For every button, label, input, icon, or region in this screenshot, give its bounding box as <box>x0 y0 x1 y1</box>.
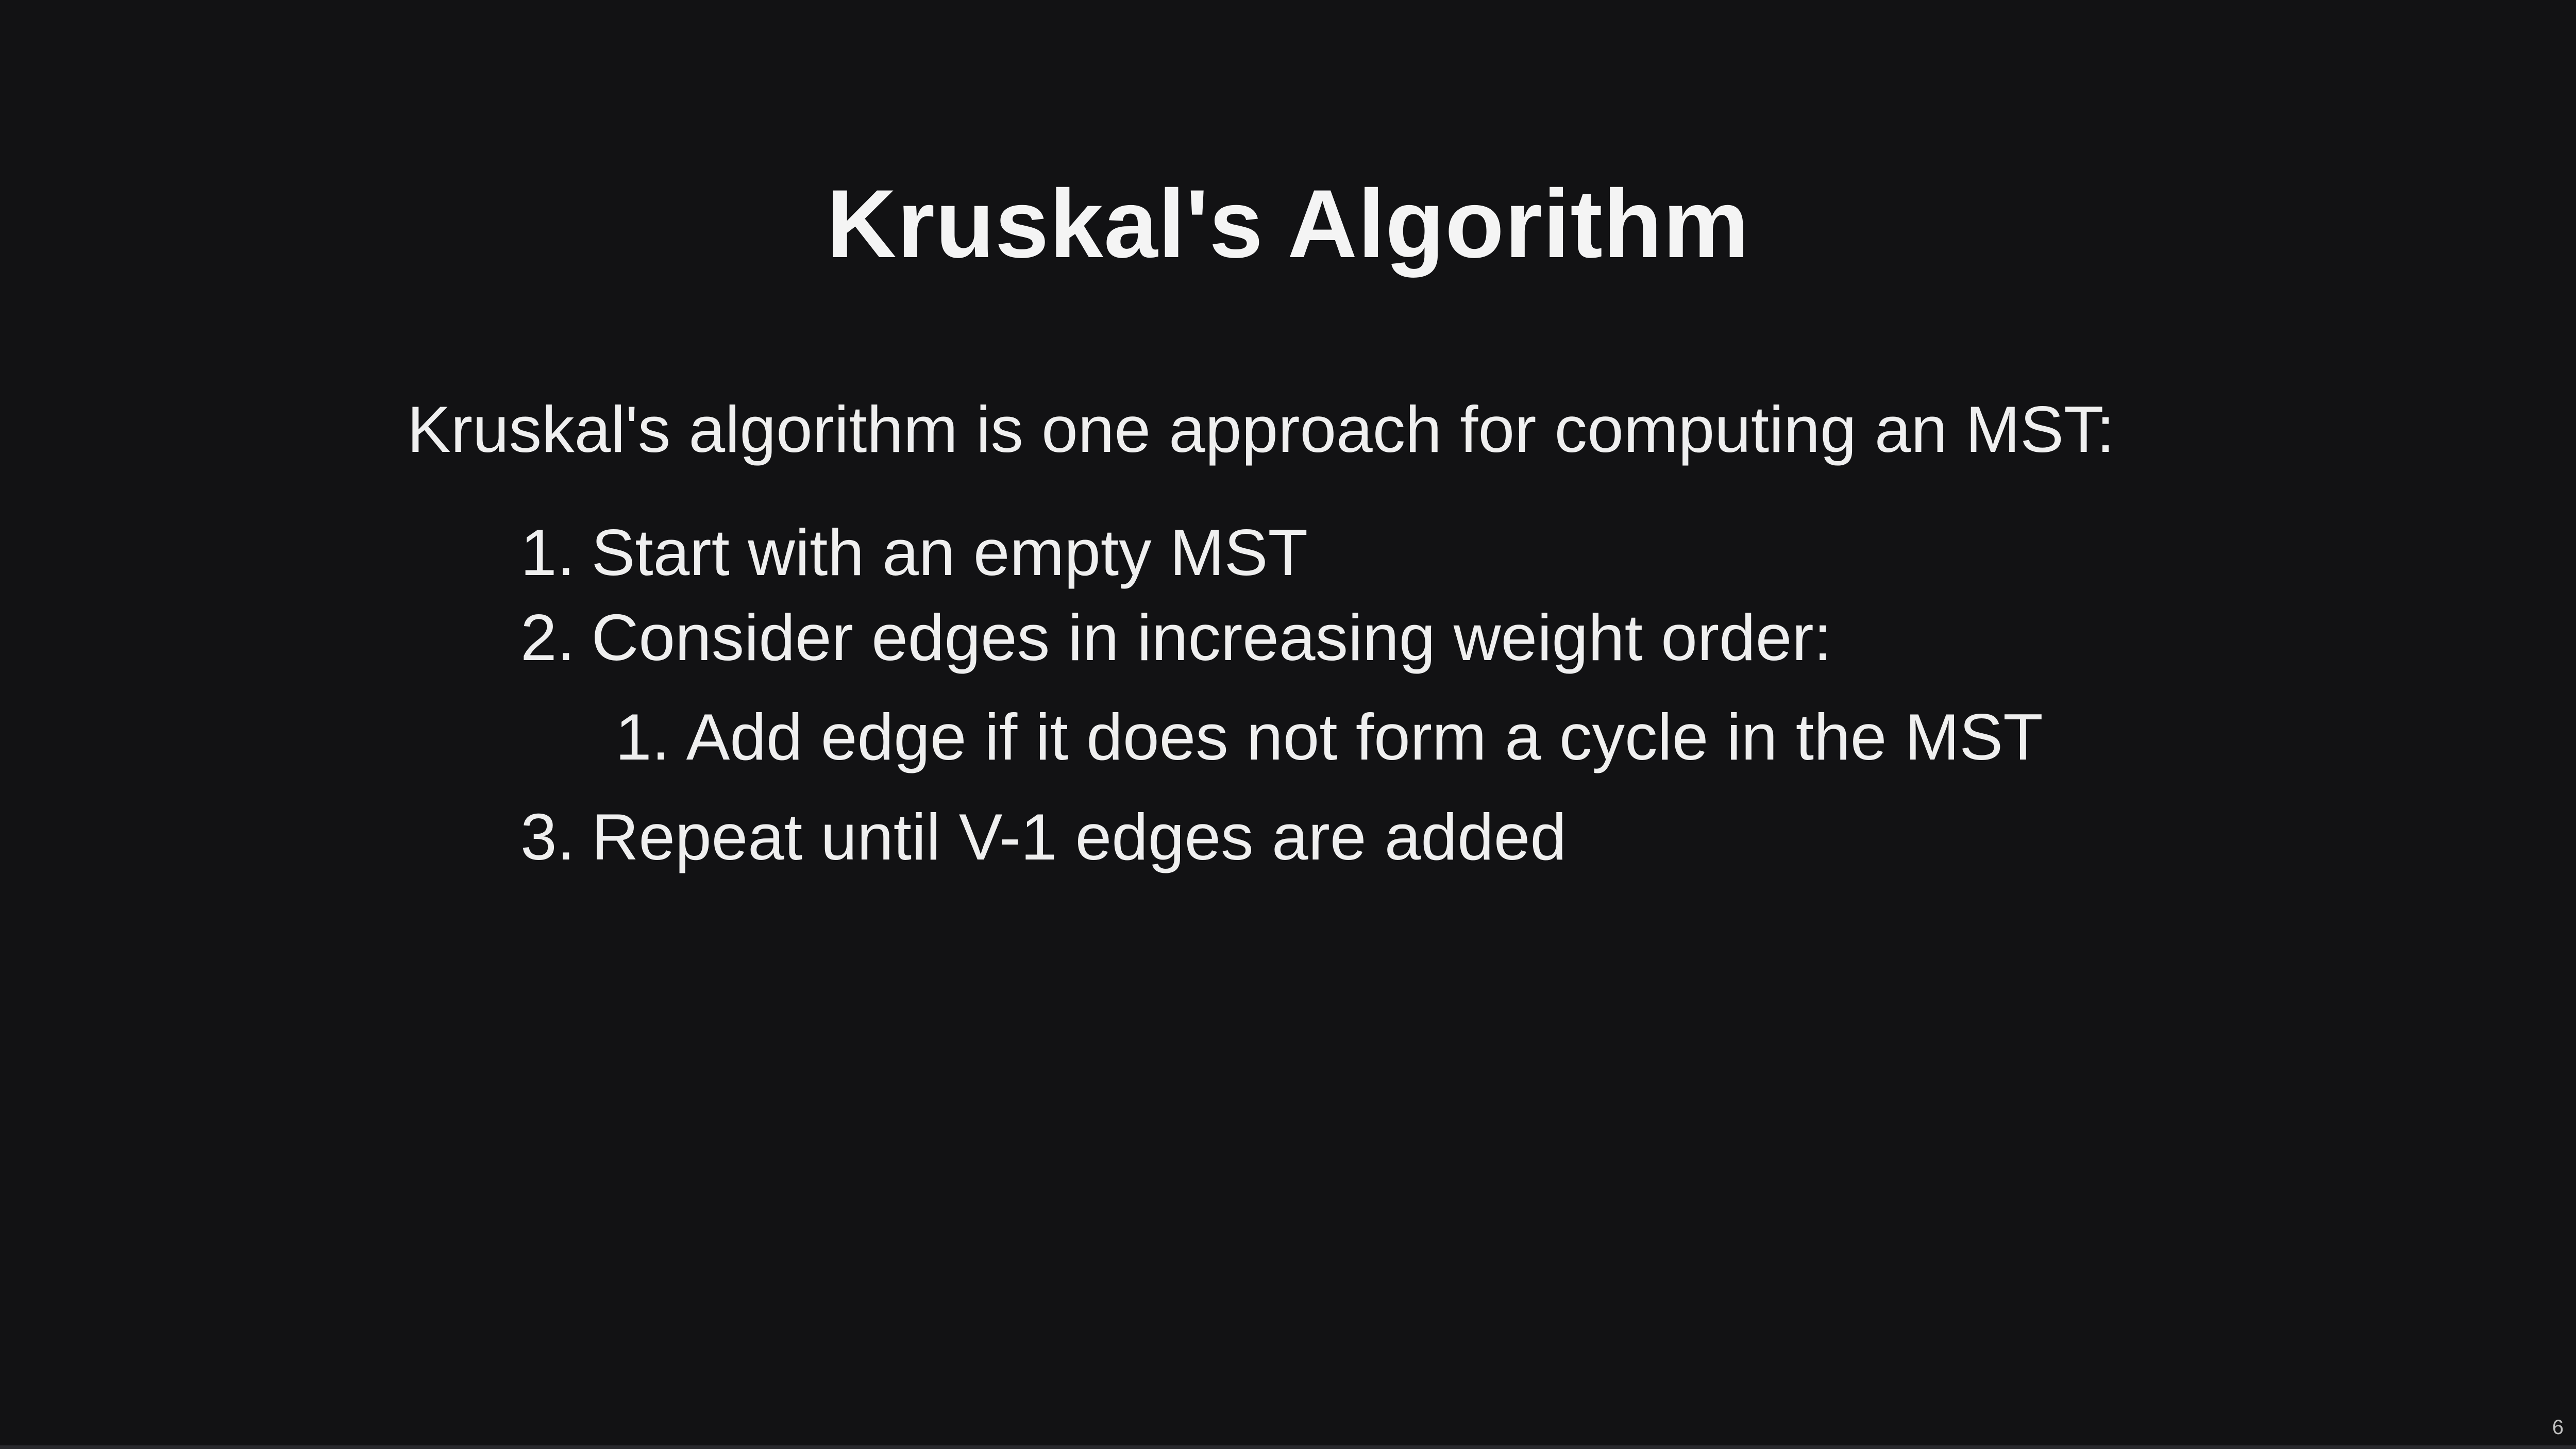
list-item-text: Repeat until V-1 edges are added <box>591 800 1567 874</box>
page-number: 6 <box>2552 1416 2564 1439</box>
list-item-text: Start with an empty MST <box>591 516 1308 589</box>
list-item-text: Consider edges in increasing weight order: <box>591 601 1832 675</box>
list-item-number: 1. <box>520 516 575 589</box>
list-item-number: 2. <box>520 601 575 675</box>
list-item-number: 3. <box>520 800 575 874</box>
nested-list-item <box>615 695 2421 780</box>
list-item <box>520 510 2421 595</box>
slide-title: Kruskal's Algorithm <box>827 169 1749 278</box>
nested-steps-list <box>615 695 2421 780</box>
list-item-text: Add edge if it does not form a cycle in the MST <box>686 700 2043 774</box>
list-item <box>520 795 2421 880</box>
slide-body <box>407 387 2421 880</box>
list-item-number: 1. <box>615 700 670 774</box>
list-item <box>520 595 2421 680</box>
slide-progress-bar[interactable] <box>0 1445 2576 1449</box>
steps-list <box>520 510 2421 880</box>
intro-text: Kruskal's algorithm is one approach for computing an MST: <box>407 393 2115 466</box>
